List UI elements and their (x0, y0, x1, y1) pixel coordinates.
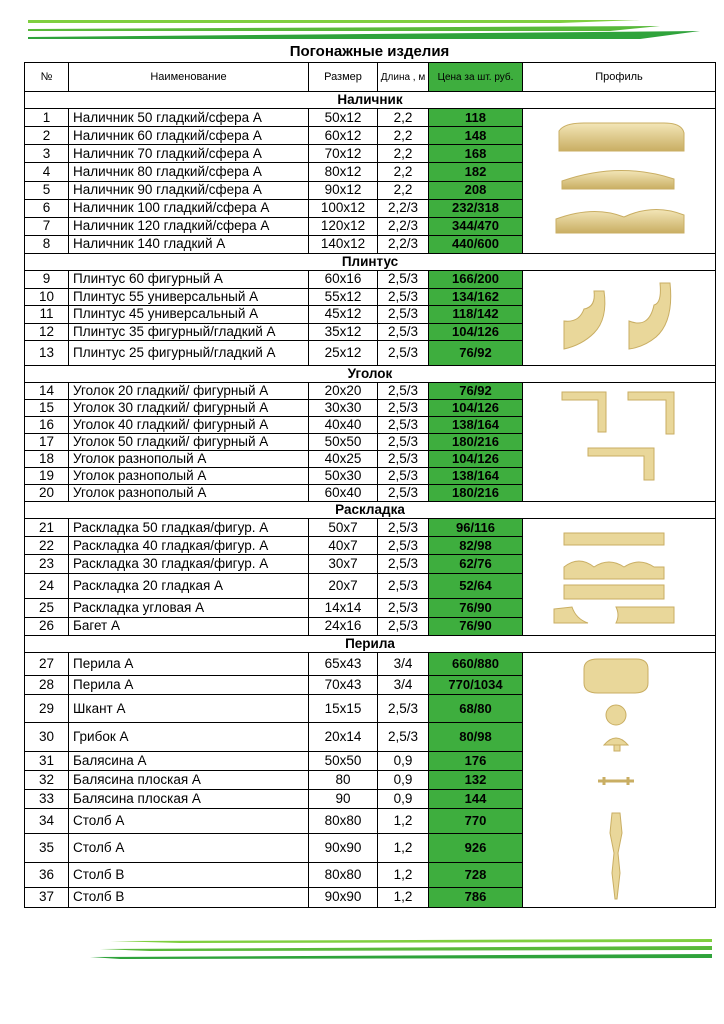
cell-num: 33 (25, 790, 69, 809)
cell-length: 2,5/3 (378, 400, 429, 417)
cell-num: 29 (25, 694, 69, 722)
table-row (25, 653, 716, 676)
cell-size: 50x12 (309, 109, 378, 127)
cell-num: 11 (25, 306, 69, 324)
cell-price: 144 (429, 790, 523, 809)
cell-price: 82/98 (429, 537, 523, 555)
cell-length: 2,5/3 (378, 617, 429, 635)
cell-length: 2,2 (378, 163, 429, 181)
cell-size: 50x50 (309, 751, 378, 770)
cell-size: 20x14 (309, 723, 378, 751)
table-body (25, 92, 716, 908)
cell-price: 926 (429, 834, 523, 862)
cell-name: Раскладка угловая А (69, 599, 309, 617)
cell-price: 118/142 (429, 306, 523, 324)
ugolok-profile-image (524, 384, 714, 496)
cell-num: 3 (25, 145, 69, 163)
table-row (25, 109, 716, 127)
cell-price: 660/880 (429, 653, 523, 676)
cell-price: 52/64 (429, 573, 523, 599)
cell-price: 208 (429, 181, 523, 199)
header-profile: Профиль (523, 63, 716, 92)
cell-name: Уголок разнополый А (69, 468, 309, 485)
cell-size: 50x50 (309, 434, 378, 451)
profile-cell (523, 109, 716, 254)
perila-profile-image (524, 653, 714, 903)
cell-size: 50x7 (309, 519, 378, 537)
section-header-row (25, 636, 716, 653)
section-title: Раскладка (25, 502, 716, 519)
cell-name: Уголок 40 гладкий/ фигурный А (69, 417, 309, 434)
cell-name: Наличник 90 гладкий/сфера А (69, 181, 309, 199)
cell-num: 23 (25, 555, 69, 573)
cell-price: 138/164 (429, 468, 523, 485)
cell-num: 30 (25, 723, 69, 751)
cell-length: 2,5/3 (378, 434, 429, 451)
cell-name: Плинтус 60 фигурный А (69, 271, 309, 289)
cell-size: 20x7 (309, 573, 378, 599)
cell-length: 2,2/3 (378, 199, 429, 217)
cell-num: 2 (25, 127, 69, 145)
cell-size: 60x16 (309, 271, 378, 289)
cell-length: 2,5/3 (378, 537, 429, 555)
cell-num: 18 (25, 451, 69, 468)
cell-size: 140x12 (309, 235, 378, 253)
cell-size: 40x25 (309, 451, 378, 468)
cell-price: 786 (429, 887, 523, 907)
cell-size: 20x20 (309, 383, 378, 400)
cell-price: 76/92 (429, 341, 523, 366)
table-row (25, 271, 716, 289)
section-title: Плинтус (25, 254, 716, 271)
cell-length: 2,5/3 (378, 555, 429, 573)
profile-cell (523, 271, 716, 366)
cell-name: Столб А (69, 809, 309, 834)
cell-length: 0,9 (378, 790, 429, 809)
cell-length: 1,2 (378, 887, 429, 907)
cell-num: 14 (25, 383, 69, 400)
section-header-row (25, 254, 716, 271)
cell-length: 0,9 (378, 751, 429, 770)
page-title: Погонажные изделия (289, 43, 450, 60)
cell-length: 2,5/3 (378, 723, 429, 751)
cell-num: 28 (25, 675, 69, 694)
cell-num: 4 (25, 163, 69, 181)
cell-size: 60x40 (309, 485, 378, 502)
cell-price: 96/116 (429, 519, 523, 537)
cell-name: Уголок разнополый А (69, 485, 309, 502)
cell-num: 15 (25, 400, 69, 417)
cell-name: Столб В (69, 887, 309, 907)
cell-num: 17 (25, 434, 69, 451)
cell-name: Наличник 50 гладкий/сфера А (69, 109, 309, 127)
cell-num: 1 (25, 109, 69, 127)
cell-price: 118 (429, 109, 523, 127)
cell-num: 16 (25, 417, 69, 434)
cell-num: 21 (25, 519, 69, 537)
cell-length: 2,5/3 (378, 573, 429, 599)
cell-name: Плинтус 55 универсальный А (69, 288, 309, 306)
cell-name: Багет А (69, 617, 309, 635)
cell-name: Уголок 30 гладкий/ фигурный А (69, 400, 309, 417)
cell-length: 0,9 (378, 770, 429, 789)
cell-name: Балясина А (69, 751, 309, 770)
cell-length: 2,5/3 (378, 468, 429, 485)
cell-length: 2,5/3 (378, 288, 429, 306)
cell-size: 100x12 (309, 199, 378, 217)
cell-price: 232/318 (429, 199, 523, 217)
cell-num: 22 (25, 537, 69, 555)
cell-price: 770 (429, 809, 523, 834)
cell-length: 2,5/3 (378, 323, 429, 341)
cell-price: 440/600 (429, 235, 523, 253)
cell-length: 1,2 (378, 834, 429, 862)
header-num: № (25, 63, 69, 92)
cell-price: 180/216 (429, 434, 523, 451)
cell-num: 9 (25, 271, 69, 289)
cell-price: 134/162 (429, 288, 523, 306)
header-size: Размер (309, 63, 378, 92)
cell-name: Уголок 50 гладкий/ фигурный А (69, 434, 309, 451)
cell-size: 25x12 (309, 341, 378, 366)
cell-price: 104/126 (429, 451, 523, 468)
cell-size: 80 (309, 770, 378, 789)
cell-size: 65x43 (309, 653, 378, 676)
cell-name: Шкант А (69, 694, 309, 722)
cell-size: 24x16 (309, 617, 378, 635)
cell-price: 68/80 (429, 694, 523, 722)
cell-name: Балясина плоская А (69, 790, 309, 809)
cell-price: 176 (429, 751, 523, 770)
plintus-profile-image (524, 271, 714, 361)
cell-num: 13 (25, 341, 69, 366)
cell-name: Грибок А (69, 723, 309, 751)
cell-price: 168 (429, 145, 523, 163)
profile-cell (523, 653, 716, 908)
cell-name: Раскладка 30 гладкая/фигур. А (69, 555, 309, 573)
cell-price: 182 (429, 163, 523, 181)
cell-price: 138/164 (429, 417, 523, 434)
section-title: Уголок (25, 366, 716, 383)
cell-length: 2,5/3 (378, 519, 429, 537)
cell-price: 148 (429, 127, 523, 145)
header-name: Наименование (69, 63, 309, 92)
cell-num: 12 (25, 323, 69, 341)
cell-size: 60x12 (309, 127, 378, 145)
cell-length: 2,5/3 (378, 694, 429, 722)
cell-name: Наличник 60 гладкий/сфера А (69, 127, 309, 145)
bottom-decorative-stripes (0, 930, 724, 970)
table-row (25, 519, 716, 537)
cell-length: 2,5/3 (378, 485, 429, 502)
cell-num: 31 (25, 751, 69, 770)
cell-size: 35x12 (309, 323, 378, 341)
section-title: Наличник (25, 92, 716, 109)
profile-cell (523, 383, 716, 502)
cell-name: Наличник 140 гладкий А (69, 235, 309, 253)
cell-length: 3/4 (378, 653, 429, 676)
cell-size: 90 (309, 790, 378, 809)
section-title: Перила (25, 636, 716, 653)
cell-name: Перила А (69, 653, 309, 676)
cell-num: 25 (25, 599, 69, 617)
cell-size: 45x12 (309, 306, 378, 324)
cell-length: 2,2 (378, 145, 429, 163)
cell-length: 2,2 (378, 127, 429, 145)
header-length: Длина , м (378, 63, 429, 92)
cell-name: Наличник 70 гладкий/сфера А (69, 145, 309, 163)
section-header-row (25, 92, 716, 109)
cell-num: 27 (25, 653, 69, 676)
cell-num: 5 (25, 181, 69, 199)
cell-price: 166/200 (429, 271, 523, 289)
cell-name: Плинтус 45 универсальный А (69, 306, 309, 324)
cell-length: 2,5/3 (378, 451, 429, 468)
cell-name: Раскладка 40 гладкая/фигур. А (69, 537, 309, 555)
cell-size: 90x90 (309, 834, 378, 862)
cell-length: 2,5/3 (378, 599, 429, 617)
nalichnik-profile-image (524, 109, 714, 249)
cell-price: 76/90 (429, 617, 523, 635)
cell-length: 1,2 (378, 809, 429, 834)
cell-size: 80x12 (309, 163, 378, 181)
cell-price: 180/216 (429, 485, 523, 502)
cell-length: 3/4 (378, 675, 429, 694)
cell-length: 2,5/3 (378, 383, 429, 400)
cell-name: Уголок 20 гладкий/ фигурный А (69, 383, 309, 400)
cell-num: 19 (25, 468, 69, 485)
cell-price: 344/470 (429, 217, 523, 235)
cell-price: 62/76 (429, 555, 523, 573)
cell-price: 132 (429, 770, 523, 789)
cell-name: Раскладка 20 гладкая А (69, 573, 309, 599)
cell-size: 55x12 (309, 288, 378, 306)
header-price: Цена за шт. руб. (429, 63, 523, 92)
table-row (25, 383, 716, 400)
cell-num: 24 (25, 573, 69, 599)
table-header-row (25, 63, 716, 92)
section-header-row (25, 502, 716, 519)
cell-price: 770/1034 (429, 675, 523, 694)
cell-name: Плинтус 25 фигурный/гладкий А (69, 341, 309, 366)
cell-size: 120x12 (309, 217, 378, 235)
cell-price: 104/126 (429, 400, 523, 417)
cell-price: 76/92 (429, 383, 523, 400)
cell-length: 2,2/3 (378, 235, 429, 253)
cell-size: 50x30 (309, 468, 378, 485)
cell-num: 32 (25, 770, 69, 789)
cell-name: Столб А (69, 834, 309, 862)
cell-num: 35 (25, 834, 69, 862)
cell-size: 90x90 (309, 887, 378, 907)
cell-length: 2,2 (378, 181, 429, 199)
cell-num: 10 (25, 288, 69, 306)
cell-num: 20 (25, 485, 69, 502)
cell-price: 76/90 (429, 599, 523, 617)
cell-size: 30x30 (309, 400, 378, 417)
cell-name: Перила А (69, 675, 309, 694)
cell-price: 728 (429, 862, 523, 887)
cell-name: Раскладка 50 гладкая/фигур. А (69, 519, 309, 537)
price-table (24, 62, 716, 908)
cell-num: 7 (25, 217, 69, 235)
cell-name: Плинтус 35 фигурный/гладкий А (69, 323, 309, 341)
cell-size: 40x7 (309, 537, 378, 555)
cell-num: 8 (25, 235, 69, 253)
cell-size: 14x14 (309, 599, 378, 617)
section-header-row (25, 366, 716, 383)
cell-size: 30x7 (309, 555, 378, 573)
cell-length: 2,5/3 (378, 306, 429, 324)
cell-name: Балясина плоская А (69, 770, 309, 789)
cell-num: 6 (25, 199, 69, 217)
cell-name: Столб В (69, 862, 309, 887)
cell-price: 104/126 (429, 323, 523, 341)
cell-size: 80x80 (309, 862, 378, 887)
cell-name: Наличник 120 гладкий/сфера А (69, 217, 309, 235)
cell-size: 70x12 (309, 145, 378, 163)
cell-name: Уголок разнополый А (69, 451, 309, 468)
cell-size: 90x12 (309, 181, 378, 199)
cell-size: 40x40 (309, 417, 378, 434)
cell-length: 2,2/3 (378, 217, 429, 235)
cell-num: 37 (25, 887, 69, 907)
raskladka-profile-image (524, 519, 714, 631)
profile-cell (523, 519, 716, 636)
cell-num: 34 (25, 809, 69, 834)
cell-num: 26 (25, 617, 69, 635)
cell-length: 1,2 (378, 862, 429, 887)
cell-size: 15x15 (309, 694, 378, 722)
cell-length: 2,5/3 (378, 341, 429, 366)
cell-size: 80x80 (309, 809, 378, 834)
cell-length: 2,5/3 (378, 271, 429, 289)
cell-num: 36 (25, 862, 69, 887)
cell-length: 2,2 (378, 109, 429, 127)
cell-name: Наличник 80 гладкий/сфера А (69, 163, 309, 181)
cell-size: 70x43 (309, 675, 378, 694)
cell-name: Наличник 100 гладкий/сфера А (69, 199, 309, 217)
cell-length: 2,5/3 (378, 417, 429, 434)
cell-price: 80/98 (429, 723, 523, 751)
